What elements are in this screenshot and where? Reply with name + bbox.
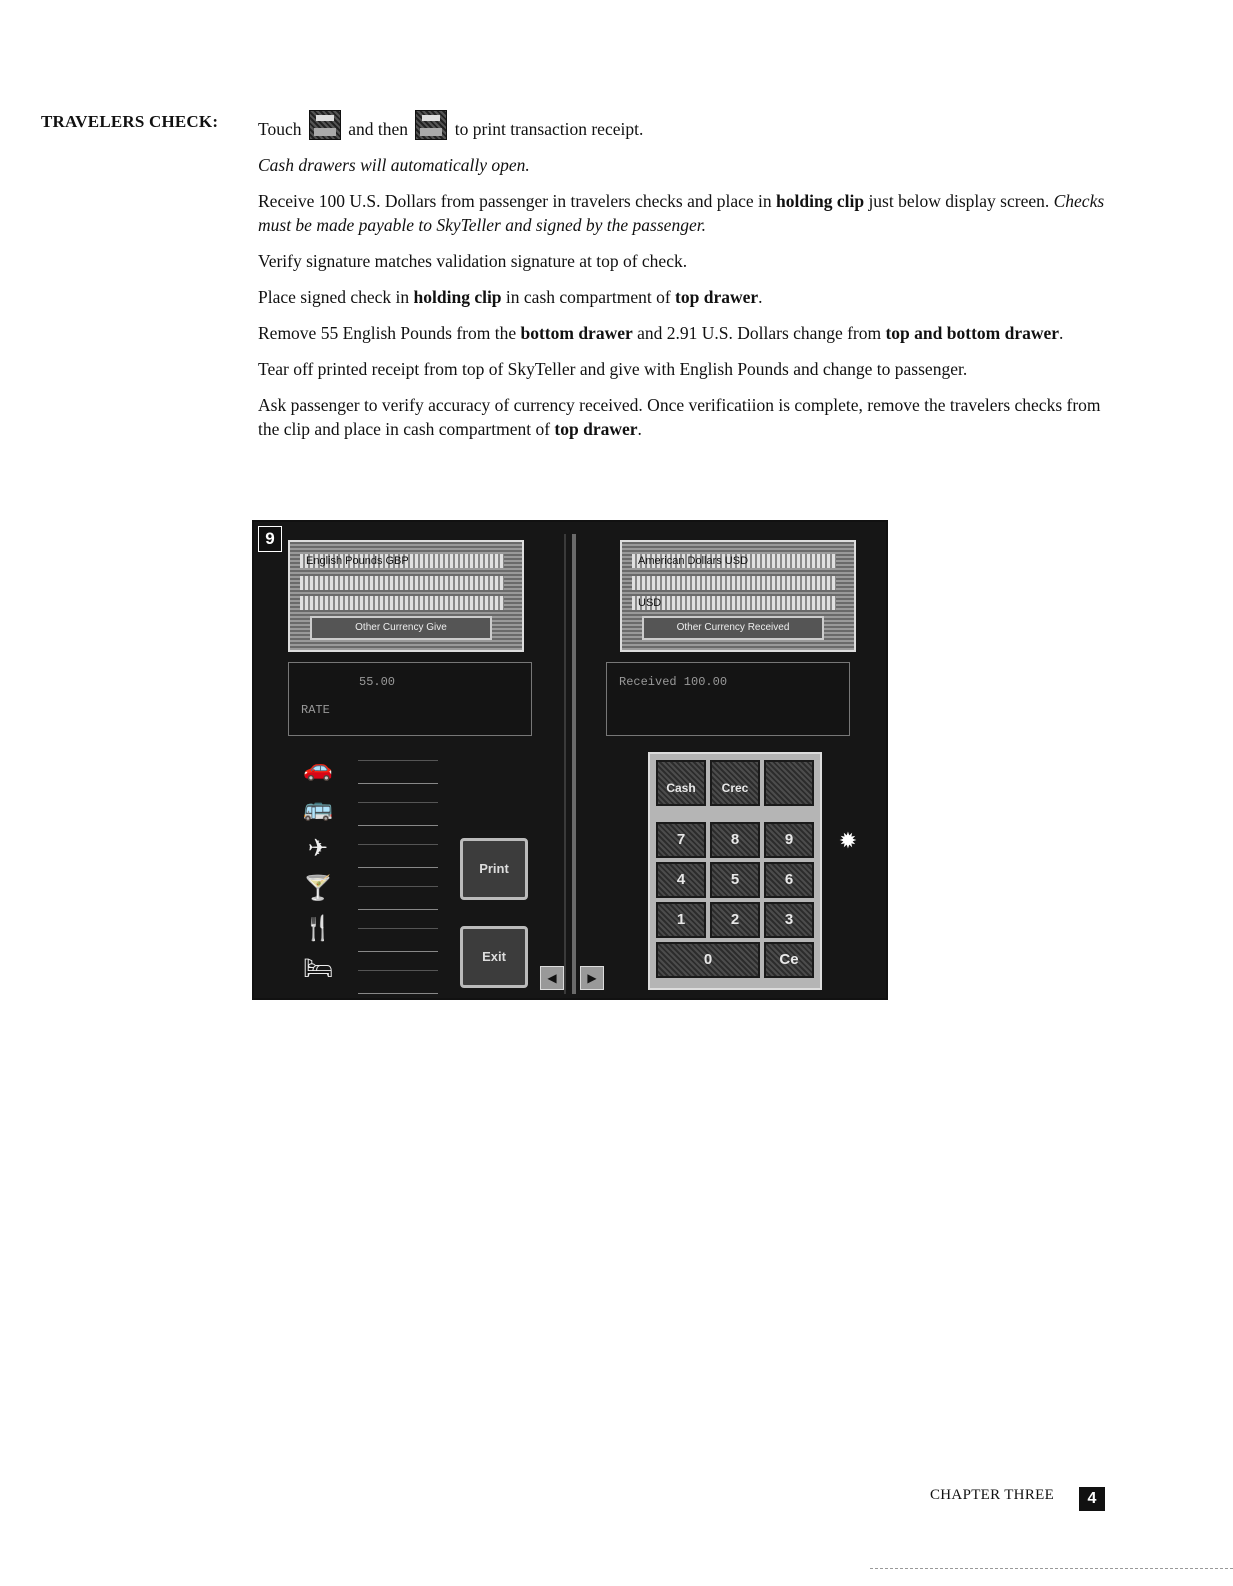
ask-bold: top drawer [554,419,638,439]
receive-text-2: just below display screen. [868,191,1050,211]
category-field[interactable] [358,928,438,952]
scroll-left-button[interactable]: ◀ [540,966,564,990]
receive-text-1: Receive 100 U.S. Dollars from passenger in travelers checks and place in [258,191,772,211]
ask-text-2: . [637,419,642,439]
place-bold-2: top drawer [675,287,759,307]
chapter-label: CHAPTER THREE [930,1487,1055,1503]
place-text-2: in cash compartment of [505,287,671,307]
touch-suffix: to print transaction receipt. [454,119,644,139]
panel-divider [572,534,576,994]
print-button[interactable]: Print [460,838,528,900]
remove-text-2: and 2.91 U.S. Dollars change from [637,323,882,343]
credit-key[interactable]: Crec [710,760,760,806]
key-7[interactable]: 7 [656,822,706,858]
step-place [258,285,1108,309]
key-9[interactable]: 9 [764,822,814,858]
received-display [606,662,850,736]
check-key[interactable] [764,760,814,806]
key-0[interactable]: 0 [656,942,760,978]
bottom-rule [870,1568,1233,1569]
cocktail-icon[interactable]: 🍸 [303,874,333,902]
print-icon [415,110,447,140]
category-field[interactable] [358,970,438,994]
panel-divider-shadow [564,534,566,994]
step-touch [258,110,1108,141]
touch-prefix: Touch [258,119,302,139]
give-amount-line [300,596,504,610]
and-then-text: and then [348,119,409,139]
category-field[interactable] [358,886,438,910]
ask-text-1: Ask passenger to verify accuracy of currency received. Once verificatiion is complete, remove the travelers checks from the clip and place in cash compartment of [258,395,1101,439]
category-field[interactable] [358,844,438,868]
other-currency-received-button[interactable]: Other Currency Received [642,616,824,640]
exit-button[interactable]: Exit [460,926,528,988]
received-display-amount: Received 100.00 [619,675,728,689]
key-8[interactable]: 8 [710,822,760,858]
category-icons [298,754,338,994]
settings-icon[interactable]: ✹ [838,829,858,854]
place-bold-1: holding clip [413,287,502,307]
car-icon[interactable]: 🚗 [303,754,333,782]
key-5[interactable]: 5 [710,862,760,898]
step-auto-open: Cash drawers will automatically open. [258,155,530,175]
scroll-right-button[interactable]: ▶ [580,966,604,990]
airplane-icon[interactable]: ✈ [307,834,329,862]
section-label: TRAVELERS CHECK: [41,112,219,131]
figure-number: 9 [258,526,282,552]
bed-icon[interactable]: 🛏 [302,954,334,982]
step-verify: Verify signature matches validation signature at top of check. [258,251,688,271]
give-display [288,662,532,736]
step-receive [258,189,1108,237]
place-text-1: Place signed check in [258,287,410,307]
give-rate-line [300,576,504,590]
received-currency-line: American Dollars USD [632,554,836,568]
cash-register-icon [309,110,341,140]
give-currency-line: English Pounds GBP [300,554,504,568]
remove-text-3: . [1059,323,1064,343]
bus-icon[interactable]: 🚌 [303,794,333,822]
key-4[interactable]: 4 [656,862,706,898]
key-3[interactable]: 3 [764,902,814,938]
clear-entry-key[interactable]: Ce [764,942,814,978]
dining-icon[interactable]: 🍴 [303,914,333,942]
key-1[interactable]: 1 [656,902,706,938]
category-field[interactable] [358,802,438,826]
step-remove [258,321,1108,345]
place-text-3: . [758,287,763,307]
step-tear: Tear off printed receipt from top of SkyTeller and give with English Pounds and change to passenger. [258,359,968,379]
other-currency-give-button[interactable]: Other Currency Give [310,616,492,640]
received-rate-line [632,576,836,590]
key-2[interactable]: 2 [710,902,760,938]
instructions [258,110,1108,453]
remove-bold-1: bottom drawer [520,323,633,343]
received-currency-panel[interactable] [620,540,856,652]
category-fields [358,760,438,1000]
give-currency-panel[interactable] [288,540,524,652]
cash-key[interactable]: Cash [656,760,706,806]
receive-bold: holding clip [776,191,865,211]
category-field[interactable] [358,760,438,784]
keypad [648,752,822,990]
chapter-number: 4 [1079,1487,1105,1511]
key-6[interactable]: 6 [764,862,814,898]
give-display-rate: RATE [301,703,330,717]
receive-italic: Checks must be made payable to SkyTeller and signed by the passenger. [258,191,1105,235]
step-ask [258,393,1108,441]
received-amount-line: USD [632,596,836,610]
skyteller-screenshot [252,520,888,1000]
remove-text-1: Remove 55 English Pounds from the [258,323,517,343]
remove-bold-2: top and bottom drawer [885,323,1060,343]
give-display-amount: 55.00 [359,675,396,689]
